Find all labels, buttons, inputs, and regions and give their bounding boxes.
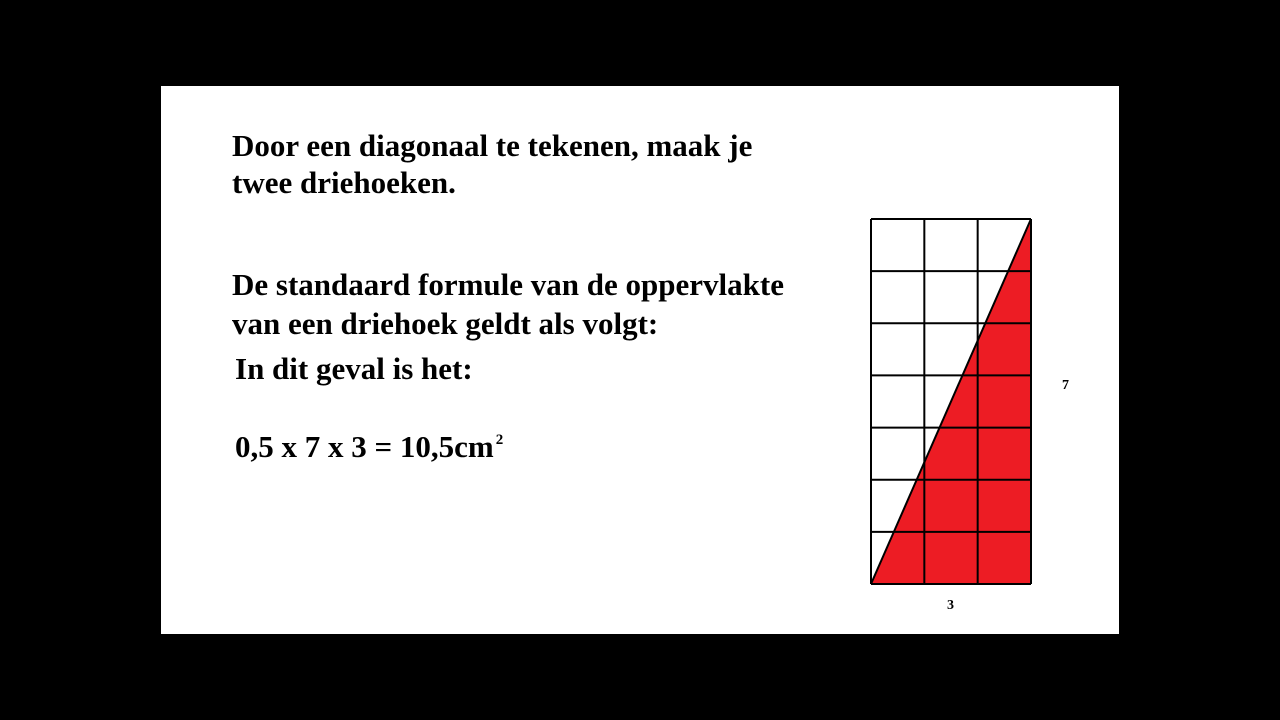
slide: [161, 86, 1119, 634]
case-intro: In dit geval is het:: [235, 351, 473, 386]
intro-line-2: twee driehoeken.: [232, 165, 456, 200]
formula-exponent: 2: [495, 432, 504, 448]
height-label: 7: [1062, 378, 1069, 393]
formula-intro-line-1: De standaard formule van de oppervlakte: [232, 267, 784, 302]
intro-line-1: Door een diagonaal te tekenen, maak je: [232, 128, 753, 163]
formula-intro-line-2: van een driehoek geldt als volgt:: [232, 306, 659, 341]
width-label: 3: [947, 598, 954, 613]
grid-triangle-figure: [161, 86, 1119, 634]
formula-text: 0,5 x 7 x 3 = 10,5cm: [235, 429, 494, 464]
